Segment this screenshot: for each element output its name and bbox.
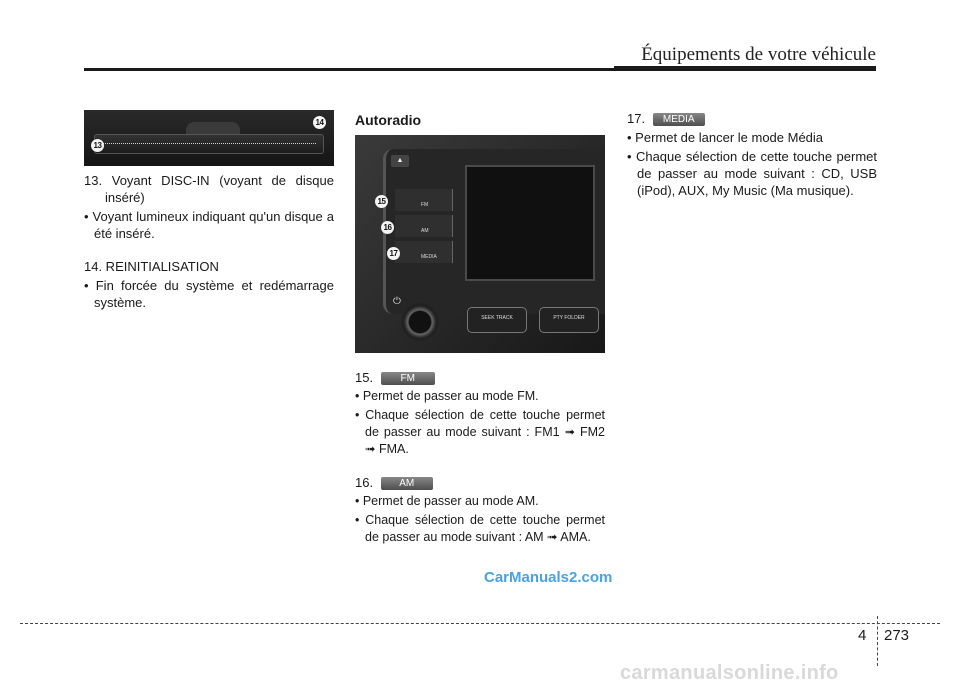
marker-15: 15 [375, 195, 388, 208]
pty-folder-rocker: PTY FOLDER [539, 307, 599, 333]
column-middle [355, 110, 605, 548]
media-button-photo: MEDIA [395, 241, 453, 263]
am-button-photo: AM [395, 215, 453, 237]
marker-16: 16 [381, 221, 394, 234]
column-left [84, 110, 334, 313]
item-14-bullet: • Fin forcée du système et redémarrage système. [84, 278, 334, 310]
radio-screen [465, 165, 595, 281]
section-title-autoradio: Autoradio [355, 112, 422, 128]
eject-icon: ▲ [391, 155, 409, 167]
seek-track-rocker: SEEK TRACK [467, 307, 527, 333]
item-15-bullet-1: • Permet de passer au mode FM. [355, 389, 539, 403]
site-watermark: carmanualsonline.info [620, 662, 839, 684]
item-13-title: 13. Voyant DISC-IN (voyant de disque inséré) [84, 173, 334, 205]
item-16-number: 16. [355, 475, 374, 490]
item-17-bullet-1: • Permet de lancer le mode Média [627, 130, 824, 145]
item-17-number: 17. [627, 111, 646, 126]
item-16-bullet-1: • Permet de passer au mode AM. [355, 494, 539, 508]
carmanuals-watermark: CarManuals2.com [484, 569, 613, 586]
item-16-heading [355, 474, 605, 491]
item-13-bullet: • Voyant lumineux indiquant qu'un disque a été inséré. [84, 209, 334, 241]
am-badge: AM [381, 477, 433, 490]
disc-slot-photo [84, 110, 334, 166]
header-rule-accent [614, 66, 876, 71]
power-icon: ⏻ [393, 296, 401, 307]
item-15-heading [355, 369, 605, 386]
marker-14: 14 [313, 116, 326, 129]
callout-line [102, 143, 316, 144]
marker-13: 13 [91, 139, 104, 152]
media-badge: MEDIA [653, 113, 705, 126]
disc-slot [94, 134, 324, 154]
item-17-heading [627, 110, 877, 127]
item-16-bullet-2: • Chaque sélection de cette touche permet de passer au mode suivant : AM ➟ AMA. [355, 513, 605, 544]
fm-button-photo: FM [395, 189, 453, 211]
marker-17: 17 [387, 247, 400, 260]
volume-knob [401, 303, 439, 341]
radio-panel-photo [355, 135, 605, 353]
chapter-number: 4 [858, 627, 867, 644]
footer-rule [20, 623, 940, 624]
fm-badge: FM [381, 372, 435, 385]
item-15-bullet-2: • Chaque sélection de cette touche permet de passer au mode suivant : FM1 ➟ FM2 ➟ FMA. [355, 408, 605, 456]
page-header-title: Équipements de votre véhicule [641, 44, 876, 65]
item-14-title: 14. REINITIALISATION [84, 259, 219, 274]
item-17-bullet-2: • Chaque sélection de cette touche permet de passer au mode suivant : CD, USB (iPod), AUX, My Music (Ma musique). [627, 149, 877, 198]
page-number: 273 [884, 627, 910, 644]
item-15-number: 15. [355, 370, 374, 385]
footer-divider [877, 616, 878, 666]
column-right [627, 110, 877, 201]
